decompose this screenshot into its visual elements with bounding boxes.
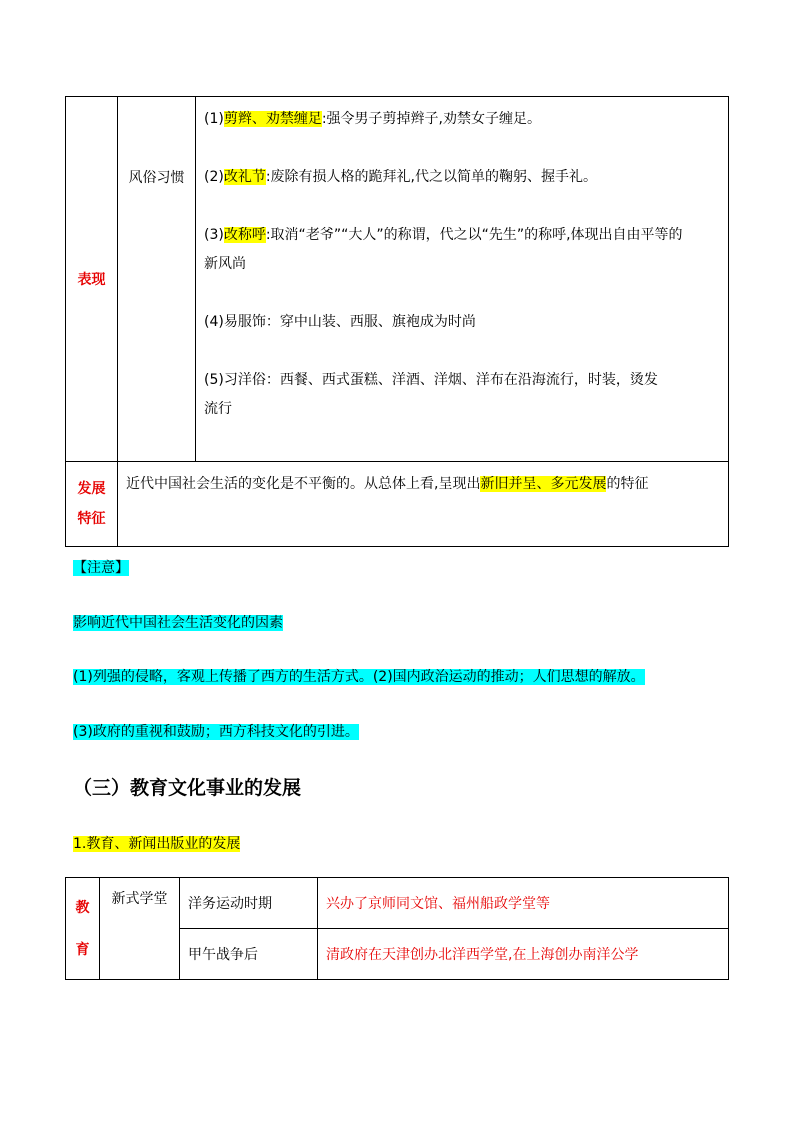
item-2: (2)改礼节:废除有损人格的跪拜礼,代之以简单的鞠躬、握手礼。 — [204, 169, 598, 185]
edu-sub-new-schools: 新式学堂 — [100, 878, 180, 980]
content-westernization: 兴办了京师同文馆、福州船政学堂等 — [318, 878, 729, 929]
note-line-1: 影响近代中国社会生活变化的因素 — [73, 615, 283, 631]
item-1: (1)剪辫、劝禁缠足:强令男子剪掉辫子,劝禁女子缠足。 — [204, 111, 542, 127]
note-title: 【注意】 — [73, 560, 129, 576]
row-sub-customs: 风俗习惯 — [118, 97, 196, 462]
item-3: (3)改称呼:取消“老爷”“大人”的称谓，代之以“先生”的称呼,体现出自由平等的 — [204, 227, 683, 243]
note-line-3: (3)政府的重视和鼓励；西方科技文化的引进。 — [73, 724, 359, 740]
note-line-2: (1)列强的侵略，客观上传播了西方的生活方式。(2)国内政治运动的推动；人们思想的解放。 — [73, 669, 645, 685]
section-heading: （三）教育文化事业的发展 — [73, 777, 302, 799]
item-3-cont: 新风尚 — [204, 256, 246, 272]
feature-text: 近代中国社会生活的变化是不平衡的。从总体上看,呈现出新旧并呈、多元发展的特征 — [118, 462, 729, 547]
period-post-war: 甲午战争后 — [180, 929, 318, 980]
customs-table — [65, 96, 729, 547]
row-label-performance: 表现 — [66, 97, 118, 462]
customs-items-cell — [196, 97, 729, 462]
content-post-war: 清政府在天津创办北洋西学堂,在上海创办南洋公学 — [318, 929, 729, 980]
section-subheading: 1.教育、新闻出版业的发展 — [73, 836, 241, 852]
item-4: (4)易服饰：穿中山装、西服、旗袍成为时尚 — [204, 314, 476, 330]
item-5-cont: 流行 — [204, 401, 232, 417]
education-table — [65, 877, 729, 980]
period-westernization: 洋务运动时期 — [180, 878, 318, 929]
item-5: (5)习洋俗：西餐、西式蛋糕、洋酒、洋烟、洋布在沿海流行，时装，烫发 — [204, 372, 658, 388]
edu-label: 教 育 — [66, 878, 100, 980]
row-label-feature: 发展 特征 — [66, 462, 118, 547]
